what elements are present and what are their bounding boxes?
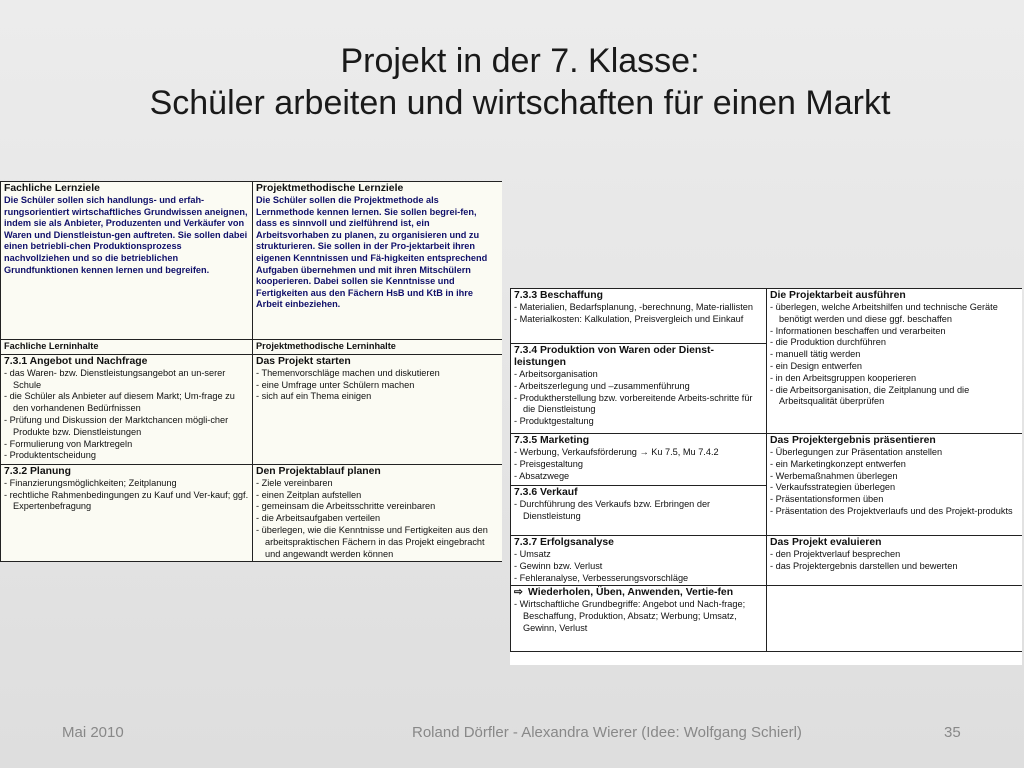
- section-list: [514, 447, 763, 482]
- section-heading-text: 7.3.6 Verkauf: [514, 487, 578, 498]
- fachliche-lerninhalte-header: Fachliche Lerninhalte: [1, 340, 253, 355]
- list-item: - Gewinn bzw. Verlust: [514, 561, 763, 573]
- list-item: - sich auf ein Thema einigen: [256, 391, 499, 403]
- section-heading: [514, 435, 763, 447]
- section-cell: [511, 344, 767, 434]
- section-heading: [514, 345, 763, 369]
- section-heading: [256, 356, 499, 368]
- section-heading: [4, 356, 249, 368]
- section-heading: [770, 537, 1019, 549]
- projekt-lerninhalte-header: Projektmethodische Lerninhalte: [253, 340, 503, 355]
- footer-authors: Roland Dörfler - Alexandra Wierer (Idee: Wolfgang Schierl): [412, 724, 802, 741]
- cell-text: Die Schüler sollen sich handlungs- und erfah-rungsorientiert wirtschaftliches Grundwissen aneignen, indem sie als Anbieter, Produzenten und Verkäufer von Waren und Dienstleistun-gen auftreten. Sie sollen dabei einen betriebli-chen Produktionsprozess nachvollziehen und so die betrieblichen Grundfunktionen kennen lernen und begreifen.: [4, 195, 248, 275]
- cell-text: Die Schüler sollen die Projektmethode als Lernmethode kennen lernen. Sie sollen begrei-fen, dass es sinnvoll und zielführend ist, ein Arbeitsvorhaben zu planen, zu organisieren und zu strukturieren. Sie sollen in der Pro-jektarbeit ihren eigenen Kenntnissen und Fä-higkeiten entsprechend Aufgaben übernehmen und mit ihren Mitschülern kooperieren. Dabei sollen sie Kenntnisse und Fertigkeiten aus den Fächern HsB und KtB in ihre Arbeit einbeziehen.: [256, 195, 488, 310]
- list-item: - Prüfung und Diskussion der Marktchancen mögli-cher Produkte bzw. Dienstleistungen: [4, 415, 249, 439]
- list-item: - Materialkosten: Kalkulation, Preisvergleich und Einkauf: [514, 314, 763, 326]
- fachliche-lernziele-cell: [1, 182, 253, 340]
- list-item: - den Projektverlauf besprechen: [770, 549, 1019, 561]
- section-heading-text: 7.3.1 Angebot und Nachfrage: [4, 355, 148, 367]
- section-cell: [511, 289, 767, 344]
- list-item: - Verkaufsstrategien überlegen: [770, 482, 1019, 494]
- list-item: - Absatzwege: [514, 471, 763, 483]
- list-item: - Präsentation des Projektverlaufs und des Projekt-produkts: [770, 506, 1019, 518]
- section-heading-text: Das Projektergebnis präsentieren: [770, 435, 936, 446]
- left-table: [0, 181, 502, 562]
- list-item: - Informationen beschaffen und verarbeiten: [770, 326, 1019, 338]
- list-item: - ein Marketingkonzept entwerfen: [770, 459, 1019, 471]
- section-list: [4, 478, 249, 513]
- section-cell: [253, 464, 503, 562]
- list-item: - die Arbeitsorganisation, die Zeitplanung und die Arbeitsqualität überprüfen: [770, 385, 1019, 409]
- section-cell: [511, 586, 767, 652]
- section-list: [770, 302, 1019, 408]
- title-line-2: Schüler arbeiten und wirtschaften für einen Markt: [149, 84, 891, 122]
- slide-title: [60, 40, 980, 124]
- list-item: - Produktentscheidung: [4, 450, 249, 462]
- list-item: - ein Design entwerfen: [770, 361, 1019, 373]
- section-list: [770, 447, 1019, 518]
- list-item: - rechtliche Rahmenbedingungen zu Kauf und Ver-kauf; ggf. Expertenbefragung: [4, 490, 249, 514]
- footer-date: Mai 2010: [62, 724, 124, 741]
- left-table-panel: [0, 181, 502, 562]
- list-item: - Themenvorschläge machen und diskutieren: [256, 368, 499, 380]
- list-item: - Arbeitszerlegung und –zusammenführung: [514, 381, 763, 393]
- section-cell: [1, 464, 253, 562]
- section-heading-text: 7.3.7 Erfolgsanalyse: [514, 537, 614, 548]
- section-heading-text: 7.3.4 Produktion von Waren oder Dienst-leistungen: [514, 345, 714, 368]
- section-heading: [256, 466, 499, 478]
- section-list: [514, 302, 763, 326]
- section-heading-text: Das Projekt evaluieren: [770, 537, 882, 548]
- section-heading-text: Die Projektarbeit ausführen: [770, 290, 906, 301]
- section-cell: [511, 536, 767, 586]
- list-item: - Produktgestaltung: [514, 416, 763, 428]
- section-heading-text: Wiederholen, Üben, Anwenden, Vertie-fen: [528, 587, 734, 599]
- list-item: - Arbeitsorganisation: [514, 369, 763, 381]
- list-item: - Werbung, Verkaufsförderung → Ku 7.5, Mu 7.4.2: [514, 447, 763, 459]
- list-item: - Präsentationsformen üben: [770, 494, 1019, 506]
- section-heading: [770, 290, 1019, 302]
- section-heading: [770, 435, 1019, 447]
- arrow-icon: ⇨: [514, 587, 523, 599]
- list-item: - in den Arbeitsgruppen kooperieren: [770, 373, 1019, 385]
- list-item: - Ziele vereinbaren: [256, 478, 499, 490]
- section-cell: [1, 354, 253, 464]
- list-item: - Durchführung des Verkaufs bzw. Erbringen der Dienstleistung: [514, 499, 763, 523]
- section-cell: [511, 486, 767, 536]
- section-heading-text: Das Projekt starten: [256, 355, 351, 367]
- list-item: - manuell tätig werden: [770, 349, 1019, 361]
- section-list: [514, 549, 763, 584]
- right-table: [510, 288, 1022, 652]
- list-item: - einen Zeitplan aufstellen: [256, 490, 499, 502]
- cell-heading: Fachliche Lernziele: [4, 183, 100, 194]
- section-cell: [767, 536, 1023, 586]
- list-item: - Überlegungen zur Präsentation anstellen: [770, 447, 1019, 459]
- section-cell: [511, 434, 767, 486]
- list-item: - überlegen, wie die Kenntnisse und Fertigkeiten aus den arbeitspraktischen Fächern in das Projekt eingebracht und angewandt werden können: [256, 525, 499, 560]
- list-item: - Wirtschaftliche Grundbegriffe: Angebot und Nach-frage; Beschaffung, Produktion, Absatz; Werbung; Umsatz, Gewinn, Verlust: [514, 599, 763, 634]
- list-item: - Materialien, Bedarfsplanung, -berechnung, Mate-riallisten: [514, 302, 763, 314]
- list-item: - Finanzierungsmöglichkeiten; Zeitplanung: [4, 478, 249, 490]
- list-item: - die Arbeitsaufgaben verteilen: [256, 513, 499, 525]
- section-cell: [767, 434, 1023, 536]
- list-item: - die Schüler als Anbieter auf diesem Markt; Um-frage zu den vorhandenen Bedürfnissen: [4, 391, 249, 415]
- footer-page-number: 35: [944, 724, 961, 741]
- list-item: - eine Umfrage unter Schülern machen: [256, 380, 499, 392]
- section-heading: [514, 290, 763, 302]
- section-list: [514, 599, 763, 634]
- section-heading: [514, 587, 763, 599]
- projekt-lernziele-cell: [253, 182, 503, 340]
- section-list: [514, 499, 763, 523]
- section-heading-text: 7.3.5 Marketing: [514, 435, 590, 446]
- right-table-panel: [510, 288, 1022, 665]
- section-list: [4, 368, 249, 462]
- section-heading-text: 7.3.2 Planung: [4, 465, 71, 477]
- list-item: - die Produktion durchführen: [770, 337, 1019, 349]
- list-item: - Werbemaßnahmen überlegen: [770, 471, 1019, 483]
- list-item: - das Projektergebnis darstellen und bewerten: [770, 561, 1019, 573]
- section-heading: [514, 487, 763, 499]
- list-item: - das Waren- bzw. Dienstleistungsangebot an un-serer Schule: [4, 368, 249, 392]
- section-cell: [767, 289, 1023, 434]
- section-list: [770, 549, 1019, 573]
- list-item: - Umsatz: [514, 549, 763, 561]
- list-item: - Fehleranalyse, Verbesserungsvorschläge: [514, 573, 763, 585]
- section-list: [256, 478, 499, 561]
- section-list: [514, 369, 763, 428]
- list-item: - Preisgestaltung: [514, 459, 763, 471]
- section-heading: [4, 466, 249, 478]
- section-cell: [253, 354, 503, 464]
- list-item: - Produktherstellung bzw. vorbereitende Arbeits-schritte für die Dienstleistung: [514, 393, 763, 417]
- list-item: - gemeinsam die Arbeitsschritte vereinbaren: [256, 501, 499, 513]
- section-heading-text: 7.3.3 Beschaffung: [514, 290, 603, 301]
- title-line-1: Projekt in der 7. Klasse:: [340, 42, 700, 80]
- empty-cell: [767, 586, 1023, 652]
- list-item: - überlegen, welche Arbeitshilfen und technische Geräte benötigt werden und diese ggf. beschaffen: [770, 302, 1019, 326]
- section-list: [256, 368, 499, 403]
- section-heading: [514, 537, 763, 549]
- list-item: - Formulierung von Marktregeln: [4, 439, 249, 451]
- cell-heading: Projektmethodische Lernziele: [256, 183, 404, 194]
- section-heading-text: Den Projektablauf planen: [256, 465, 381, 477]
